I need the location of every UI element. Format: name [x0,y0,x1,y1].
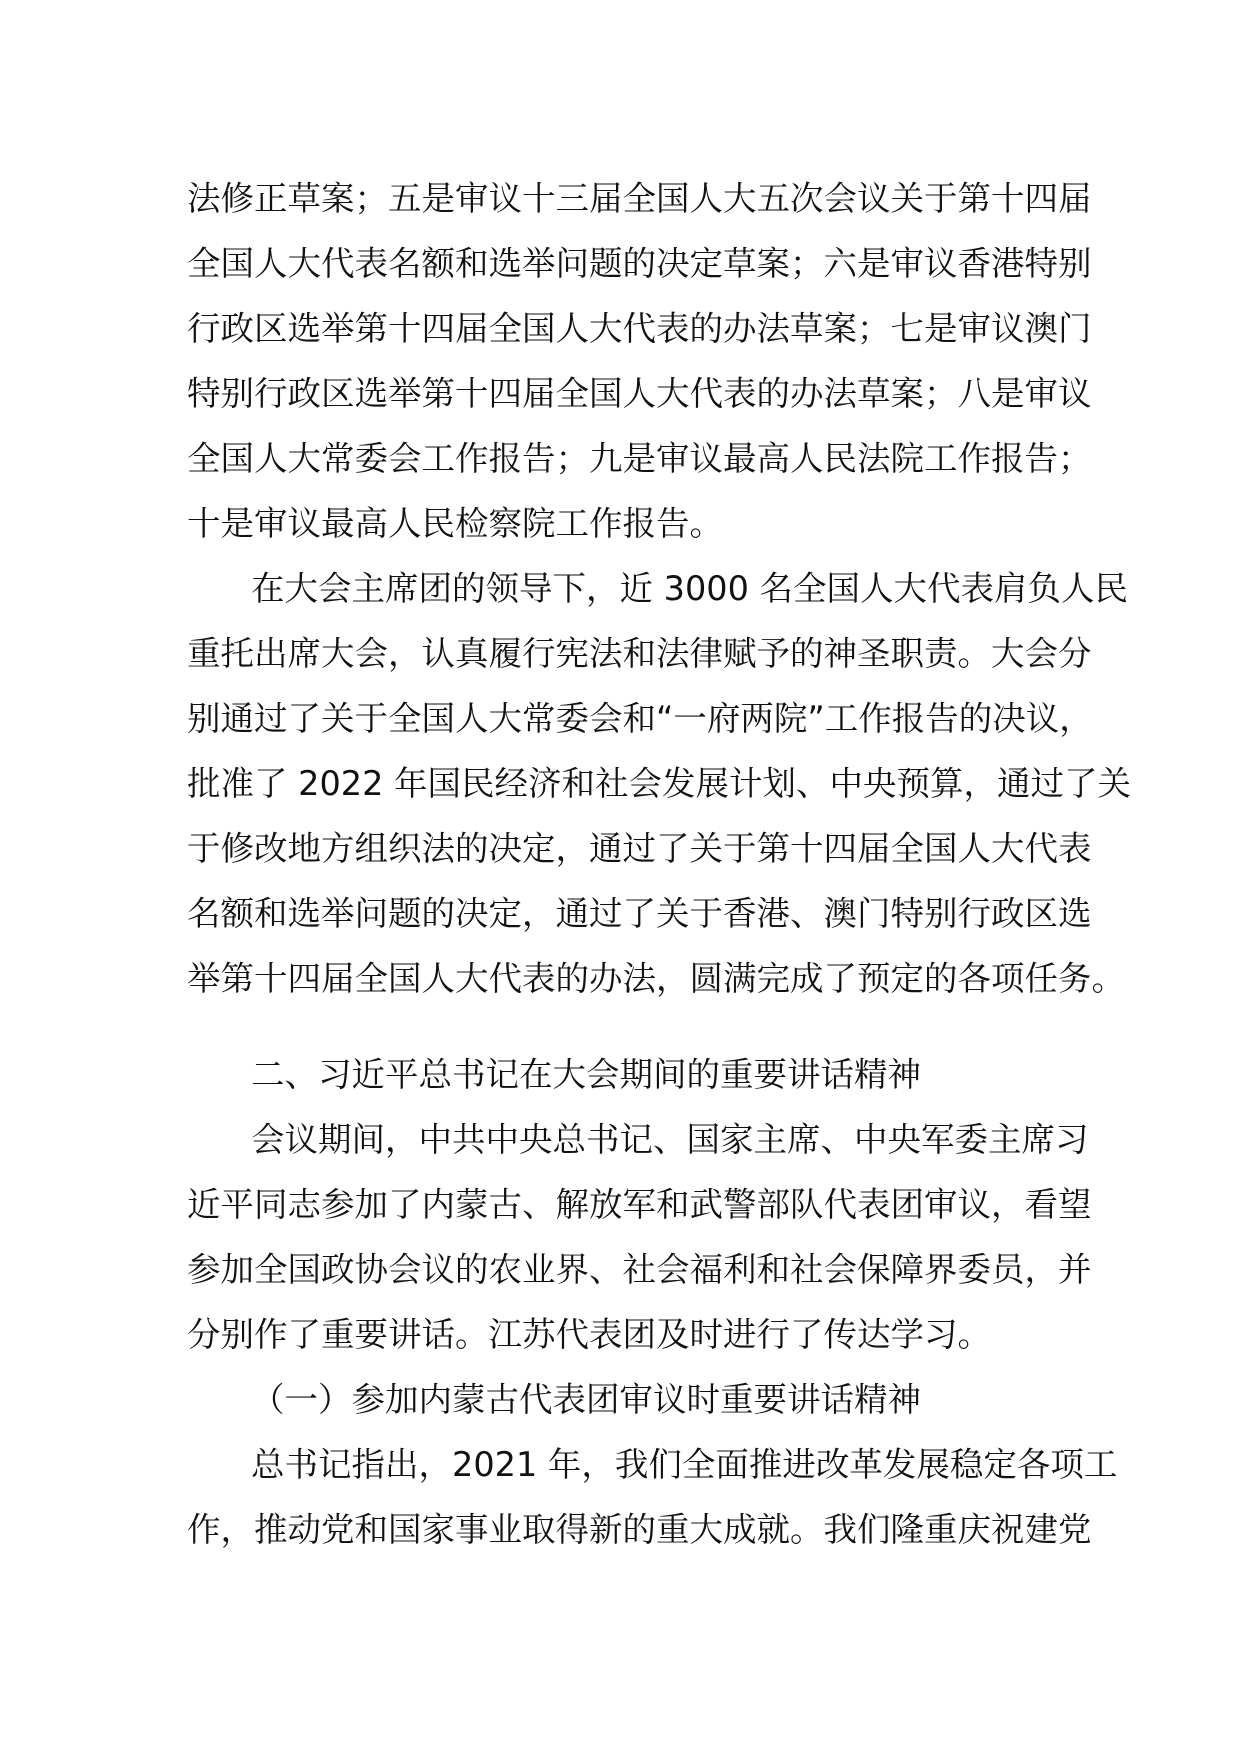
subsection-heading: （一）参加内蒙古代表团审议时重要讲话精神 [251,1380,921,1419]
section-heading: 二、习近平总书记在大会期间的重要讲话精神 [251,1055,921,1094]
paragraph-line: 参加全国政协会议的农业界、社会福利和社会保障界委员，并 [187,1250,1092,1289]
paragraph-line: 名额和选举问题的决定，通过了关于香港、澳门特别行政区选 [187,894,1092,933]
paragraph-line: 举第十四届全国人大代表的办法，圆满完成了预定的各项任务。 [187,959,1125,998]
text-block-lower [187,1042,1118,1562]
paragraph-line: 批准了 2022 年国民经济和社会发展计划、中央预算，通过了关 [187,764,1132,803]
paragraph-line: 全国人大代表名额和选举问题的决定草案；六是审议香港特别 [187,244,1092,283]
paragraph-line: 全国人大常委会工作报告；九是审议最高人民法院工作报告； [187,439,1092,478]
paragraph-line: 重托出席大会，认真履行宪法和法律赋予的神圣职责。大会分 [187,634,1092,673]
paragraph-line: 在大会主席团的领导下，近 3000 名全国人大代表肩负人民 [251,569,1129,608]
paragraph-line: 特别行政区选举第十四届全国人大代表的办法草案；八是审议 [187,374,1092,413]
text-block-upper [187,166,1132,1011]
paragraph-line: 于修改地方组织法的决定，通过了关于第十四届全国人大代表 [187,829,1092,868]
paragraph-line: 十是审议最高人民检察院工作报告。 [187,504,723,543]
paragraph-line: 别通过了关于全国人大常委会和“一府两院”工作报告的决议， [187,699,1093,738]
paragraph-line: 行政区选举第十四届全国人大代表的办法草案；七是审议澳门 [187,309,1092,348]
paragraph-line: 会议期间，中共中央总书记、国家主席、中央军委主席习 [251,1120,1089,1159]
paragraph-line: 总书记指出，2021 年，我们全面推进改革发展稳定各项工 [251,1445,1118,1484]
paragraph-line: 分别作了重要讲话。江苏代表团及时进行了传达学习。 [187,1315,991,1354]
paragraph-line: 法修正草案；五是审议十三届全国人大五次会议关于第十四届 [187,179,1092,218]
paragraph-line: 作，推动党和国家事业取得新的重大成就。我们隆重庆祝建党 [187,1510,1092,1549]
paragraph-line: 近平同志参加了内蒙古、解放军和武警部队代表团审议，看望 [187,1185,1092,1224]
